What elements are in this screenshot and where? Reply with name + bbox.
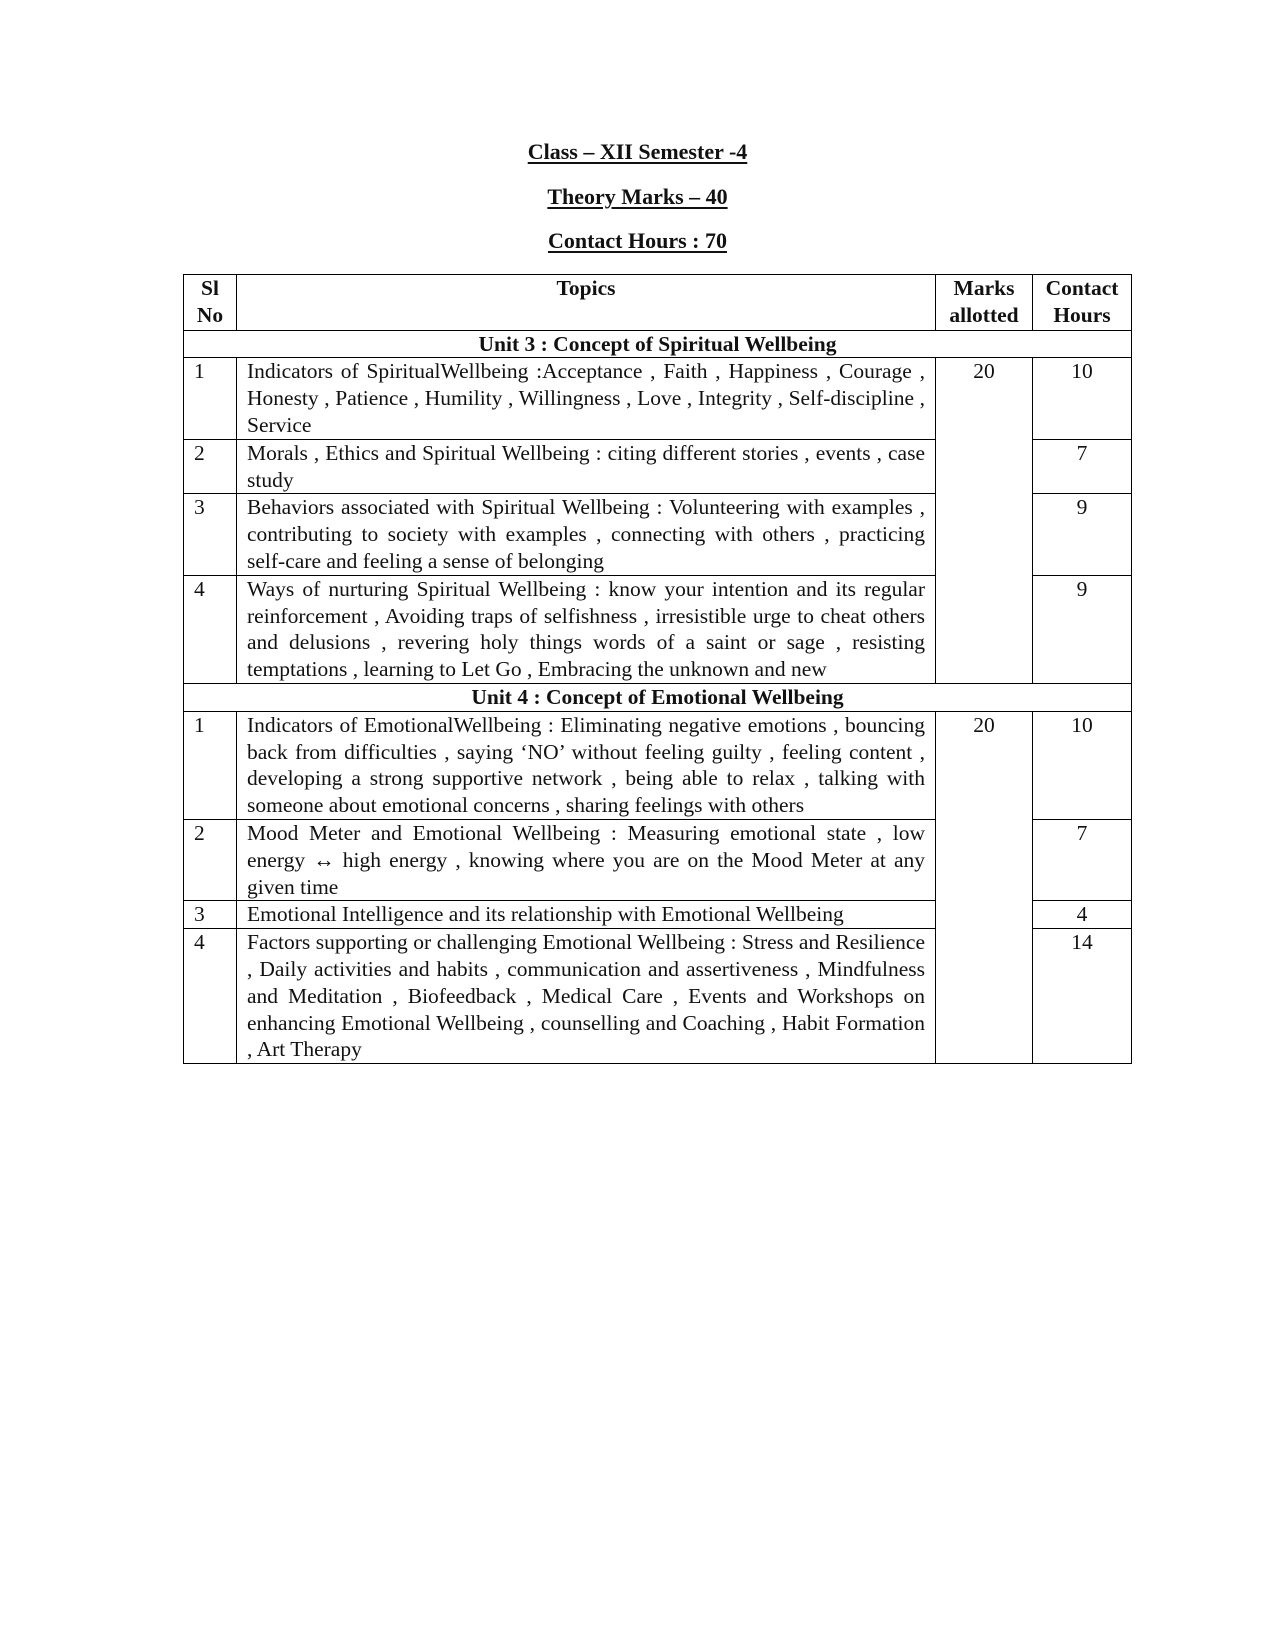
- marks-allotted: 20: [936, 711, 1033, 1063]
- sl-no: 1: [184, 711, 237, 819]
- topic-text: Ways of nurturing Spiritual Wellbeing : know your intention and its regular reinforcement , Avoiding traps of selfishness , irresistible urge to cheat others and delusions , revering holy things words of a saint or sage , resisting temptations , learning to Let Go , Embracing the unknown and new: [237, 575, 936, 683]
- col-sl-no: Sl No: [184, 275, 237, 331]
- topic-text: Emotional Intelligence and its relationship with Emotional Wellbeing: [237, 901, 936, 929]
- unit-3-header-row: [184, 330, 1132, 358]
- contact-hours: 14: [1033, 929, 1132, 1064]
- unit-title: Unit 3 : Concept of Spiritual Wellbeing: [184, 330, 1132, 358]
- contact-hours: 7: [1033, 819, 1132, 900]
- class-semester-heading: Class – XII Semester -4: [527, 139, 748, 164]
- topic-text: Indicators of EmotionalWellbeing : Eliminating negative emotions , bouncing back from difficulties , saying ‘NO’ without feeling guilty , feeling content , developing a strong supportive network , being able to relax , talking with someone about emotional concerns , sharing feelings with others: [237, 711, 936, 819]
- table-row: [184, 358, 1132, 439]
- contact-hours: 10: [1033, 711, 1132, 819]
- contact-hours: 9: [1033, 575, 1132, 683]
- contact-hours: 7: [1033, 439, 1132, 494]
- sl-no: 4: [184, 575, 237, 683]
- sl-no: 3: [184, 494, 237, 575]
- topic-text: Behaviors associated with Spiritual Wellbeing : Volunteering with examples , contributing to society with examples , connecting with others , practicing self-care and feeling a sense of belonging: [237, 494, 936, 575]
- sl-no: 4: [184, 929, 237, 1064]
- marks-allotted: 20: [936, 358, 1033, 684]
- contact-hours: 4: [1033, 901, 1132, 929]
- contact-hours: 9: [1033, 494, 1132, 575]
- unit-4-header-row: [184, 683, 1132, 711]
- col-topics: Topics: [237, 275, 936, 331]
- contact-hours: 10: [1033, 358, 1132, 439]
- theory-marks-heading: Theory Marks – 40: [547, 184, 728, 209]
- col-marks-allotted: Marks allotted: [936, 275, 1033, 331]
- sl-no: 2: [184, 439, 237, 494]
- sl-no: 1: [184, 358, 237, 439]
- table-header-row: [184, 275, 1132, 331]
- syllabus-table: [183, 274, 1132, 1064]
- sl-no: 3: [184, 901, 237, 929]
- topic-text: Indicators of SpiritualWellbeing :Acceptance , Faith , Happiness , Courage , Honesty , Patience , Humility , Willingness , Love , Integrity , Self-discipline , Service: [237, 358, 936, 439]
- topic-text: Factors supporting or challenging Emotional Wellbeing : Stress and Resilience , Daily activities and habits , communication and assertiveness , Mindfulness and Meditation , Biofeedback , Medical Care , Events and Workshops on enhancing Emotional Wellbeing , counselling and Coaching , Habit Formation , Art Therapy: [237, 929, 936, 1064]
- topic-text: Morals , Ethics and Spiritual Wellbeing : citing different stories , events , case study: [237, 439, 936, 494]
- topic-text: Mood Meter and Emotional Wellbeing : Measuring emotional state , low energy ↔ high energy , knowing where you are on the Mood Meter at any given time: [237, 819, 936, 900]
- table-row: [184, 711, 1132, 819]
- unit-title: Unit 4 : Concept of Emotional Wellbeing: [184, 683, 1132, 711]
- sl-no: 2: [184, 819, 237, 900]
- contact-hours-heading: Contact Hours : 70: [547, 228, 728, 253]
- col-contact-hours: Contact Hours: [1033, 275, 1132, 331]
